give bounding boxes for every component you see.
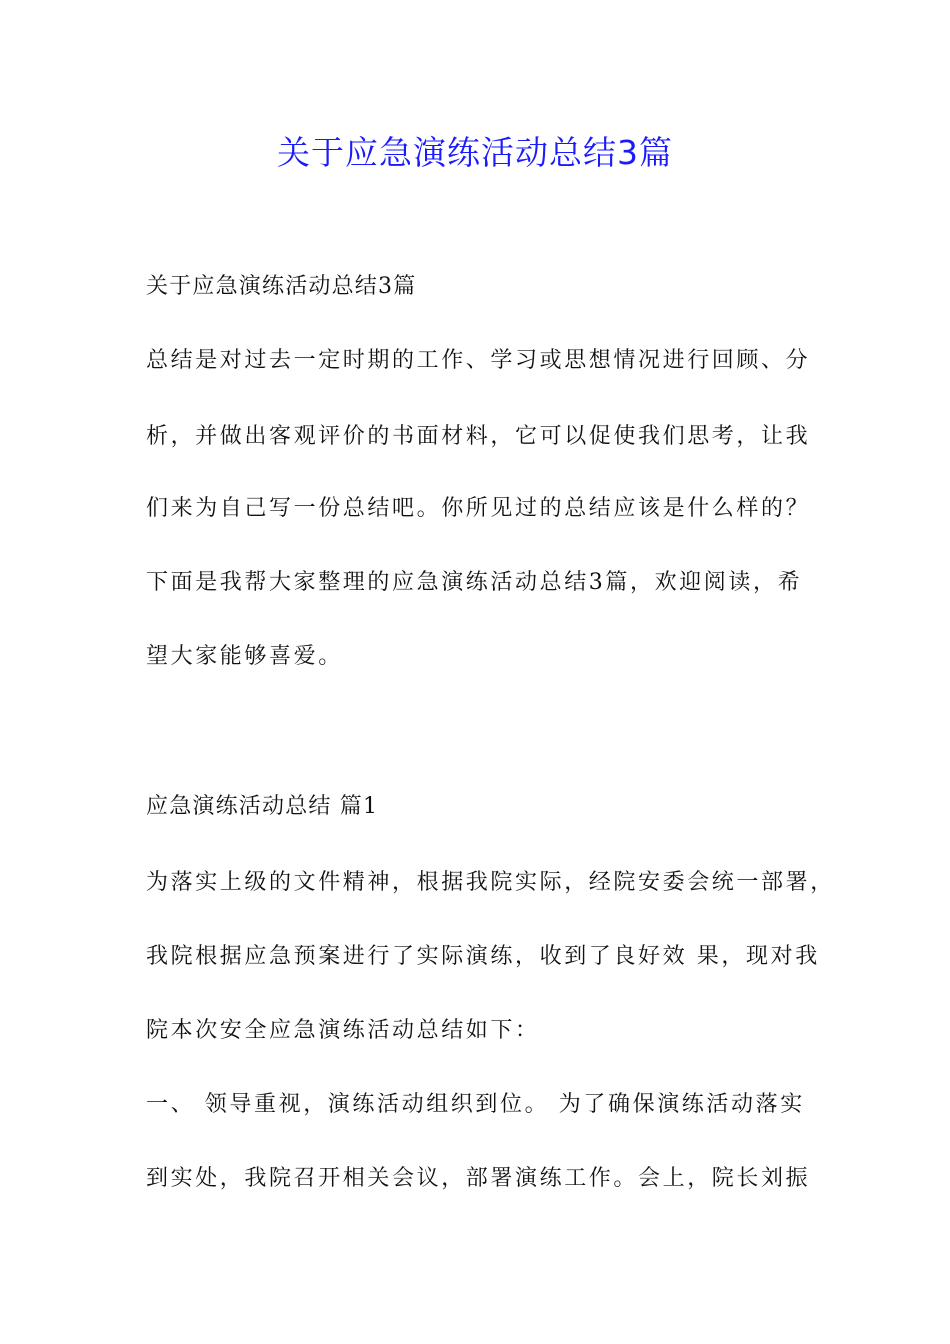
intro-paragraph-line: 们来为自己写一份总结吧。你所见过的总结应该是什么样的？ xyxy=(146,496,811,521)
section-paragraph-line: 我院根据应急预案进行了实际演练，收到了良好效 果，现对我 xyxy=(146,944,820,969)
section-paragraph-line: 院本次安全应急演练活动总结如下： xyxy=(146,1018,540,1043)
document-title: 关于应急演练活动总结3篇 xyxy=(277,133,673,172)
section-paragraph-line: 为落实上级的文件精神，根据我院实际，经院安委会统一部署， xyxy=(146,870,835,895)
intro-paragraph-line: 总结是对过去一定时期的工作、学习或思想情况进行回顾、分 xyxy=(146,348,811,373)
intro-paragraph-line: 望大家能够喜爱。 xyxy=(146,644,343,669)
intro-paragraph-line: 下面是我帮大家整理的应急演练活动总结3篇，欢迎阅读，希 xyxy=(146,570,803,595)
section-paragraph-line: 一、 领导重视，演练活动组织到位。 为了确保演练活动落实 xyxy=(146,1092,805,1117)
intro-paragraph-line: 析，并做出客观评价的书面材料，它可以促使我们思考，让我 xyxy=(146,424,811,449)
section-heading: 应急演练活动总结 篇1 xyxy=(146,794,379,819)
section-paragraph-line: 到实处，我院召开相关会议，部署演练工作。会上，院长刘振 xyxy=(146,1166,811,1191)
intro-heading: 关于应急演练活动总结3篇 xyxy=(146,274,417,299)
